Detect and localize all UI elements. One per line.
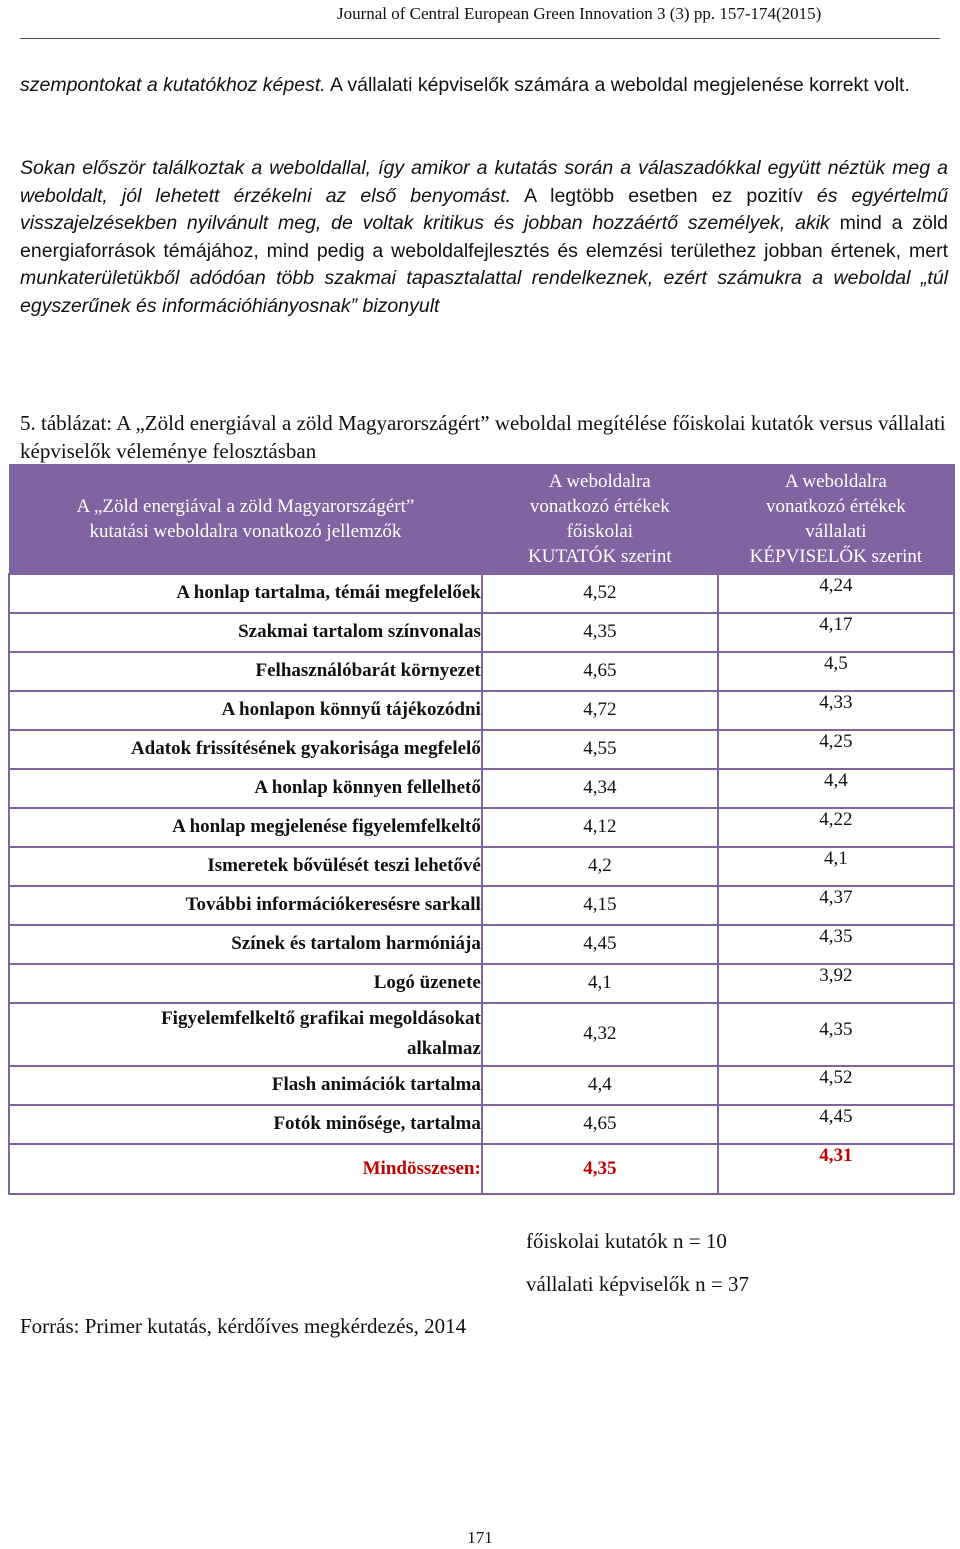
- row-label: Színek és tartalom harmóniája: [9, 925, 482, 964]
- header-characteristics: [9, 465, 482, 574]
- row-label: Figyelemfelkeltő grafikai megoldásokat alkalmaz: [9, 1003, 482, 1066]
- journal-citation: Journal of Central European Green Innovation 3 (3) pp. 157-174: [336, 4, 776, 23]
- table-row: [9, 1003, 954, 1066]
- header-representatives-line-3: vállalati: [805, 520, 867, 542]
- table-row: [9, 1105, 954, 1144]
- table-row: [9, 925, 954, 964]
- representatives-value: 4,35: [718, 1003, 954, 1066]
- table-caption: 5. táblázat: A „Zöld energiával a zöld Magyarországért” weboldal megítélése főiskolai kutatók versus vállalati képviselők véleménye felosztásban: [20, 411, 946, 463]
- row-label: Szakmai tartalom színvonalas: [9, 613, 482, 652]
- sample-size-representatives: vállalati képviselők n = 37: [526, 1272, 749, 1296]
- paragraph-2-text-b: mind a zöld energiaforrások témájához, mind pedig a weboldalfejlesztés és elemzési területhez jobban értenek, mert: [20, 212, 949, 262]
- paragraph-2: [20, 155, 948, 320]
- row-label: További információkeresésre sarkall: [9, 886, 482, 925]
- representatives-value: 4,4: [718, 769, 954, 808]
- header-representatives-line-4: KÉPVISELŐK szerint: [749, 545, 923, 567]
- row-label: Fotók minősége, tartalma: [9, 1105, 482, 1144]
- paragraph-2-italic-b: és egyértelmű visszajelzésekben nyilvánult meg, de voltak kritikus és jobban hozzáértő személyek, akik: [20, 184, 948, 234]
- header-researchers-line-4: KUTATÓK szerint: [528, 545, 672, 567]
- table-row: [9, 652, 954, 691]
- paragraph-1-text: A vállalati képviselők számára a weboldal megjelenése korrekt volt.: [325, 74, 910, 96]
- table-row: [9, 574, 954, 613]
- table-row: [9, 730, 954, 769]
- representatives-value: 4,37: [718, 886, 954, 925]
- researchers-value: 4,15: [482, 886, 718, 925]
- row-label: Logó üzenete: [9, 964, 482, 1003]
- representatives-value: 4,52: [718, 1066, 954, 1105]
- results-table: [8, 464, 955, 1195]
- row-label: A honlap tartalma, témái megfelelőek: [9, 574, 482, 613]
- table-row: [9, 964, 954, 1003]
- table-row: [9, 886, 954, 925]
- researchers-value: 4,35: [482, 613, 718, 652]
- representatives-value: 4,33: [718, 691, 954, 730]
- researchers-value: 4,65: [482, 1105, 718, 1144]
- representatives-value: 4,22: [718, 808, 954, 847]
- table-row: [9, 613, 954, 652]
- journal-year: (2015): [776, 4, 822, 23]
- representatives-value: 4,35: [718, 925, 954, 964]
- representatives-value: 4,5: [718, 652, 954, 691]
- paragraph-2-italic-a: Sokan először találkoztak a weboldallal, így amikor a kutatás során a válaszadókkal együtt néztük meg a weboldalt, jól lehetett érzékelni az első benyomást.: [20, 157, 948, 207]
- header-representatives-line-2: vonatkozó értékek: [766, 495, 906, 517]
- page-number: 171: [467, 1528, 493, 1547]
- table-row: [9, 847, 954, 886]
- header-researchers-line-1: A weboldalra: [548, 470, 651, 492]
- table-row: [9, 808, 954, 847]
- researchers-value: 4,4: [482, 1066, 718, 1105]
- representatives-value: 4,25: [718, 730, 954, 769]
- researchers-value: 4,34: [482, 769, 718, 808]
- row-label: A honlap könnyen fellelhető: [9, 769, 482, 808]
- table-row: [9, 769, 954, 808]
- paragraph-1: [20, 72, 948, 100]
- row-label: Flash animációk tartalma: [9, 1066, 482, 1105]
- row-label: Adatok frissítésének gyakorisága megfelelő: [9, 730, 482, 769]
- total-label: Mindösszesen:: [9, 1144, 482, 1194]
- total-representatives-value: 4,31: [718, 1144, 954, 1194]
- researchers-value: 4,2: [482, 847, 718, 886]
- representatives-value: 4,1: [718, 847, 954, 886]
- paragraph-2-italic-c: munkaterületükből adódóan több szakmai tapasztalattal rendelkeznek, ezért számukra a weboldal „túl egyszerűnek és információhiányosnak” bizonyult: [20, 267, 948, 317]
- researchers-value: 4,32: [482, 1003, 718, 1066]
- header-characteristics-line-2: kutatási weboldalra vonatkozó jellemzők: [89, 520, 402, 542]
- header-rule: [20, 38, 940, 39]
- representatives-value: 3,92: [718, 964, 954, 1003]
- table-row: [9, 1066, 954, 1105]
- total-researchers-value: 4,35: [482, 1144, 718, 1194]
- header-characteristics-line-1: A „Zöld energiával a zöld Magyarországért”: [76, 495, 415, 517]
- researchers-value: 4,1: [482, 964, 718, 1003]
- table-total-row: [9, 1144, 954, 1194]
- researchers-value: 4,12: [482, 808, 718, 847]
- table-row: [9, 691, 954, 730]
- header-researchers-line-2: vonatkozó értékek: [529, 495, 670, 517]
- header-representatives-line-1: A weboldalra: [784, 470, 887, 492]
- paragraph-1-italic: szempontokat a kutatókhoz képest.: [20, 74, 326, 96]
- representatives-value: 4,45: [718, 1105, 954, 1144]
- source-note: Forrás: Primer kutatás, kérdőíves megkérdezés, 2014: [20, 1314, 467, 1338]
- row-label: Felhasználóbarát környezet: [9, 652, 482, 691]
- sample-size-researchers: főiskolai kutatók n = 10: [526, 1229, 727, 1253]
- header-researchers-line-3: főiskolai: [566, 520, 634, 542]
- paragraph-2-text-a: A legtöbb esetben ez pozitív: [511, 184, 817, 207]
- table-header-row: [9, 465, 954, 574]
- representatives-value: 4,24: [718, 574, 954, 613]
- researchers-value: 4,45: [482, 925, 718, 964]
- researchers-value: 4,55: [482, 730, 718, 769]
- representatives-value: 4,17: [718, 613, 954, 652]
- running-header: [0, 2, 960, 32]
- header-representatives: [718, 465, 954, 574]
- row-label: Ismeretek bővülését teszi lehetővé: [9, 847, 482, 886]
- researchers-value: 4,52: [482, 574, 718, 613]
- researchers-value: 4,72: [482, 691, 718, 730]
- header-researchers: [482, 465, 718, 574]
- researchers-value: 4,65: [482, 652, 718, 691]
- row-label: A honlap megjelenése figyelemfelkeltő: [9, 808, 482, 847]
- row-label: A honlapon könnyű tájékozódni: [9, 691, 482, 730]
